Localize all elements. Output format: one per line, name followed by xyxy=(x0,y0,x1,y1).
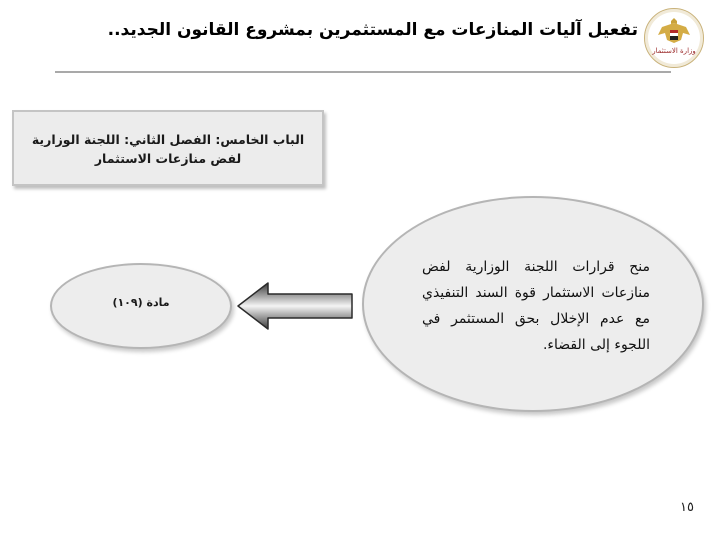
chapter-box: الباب الخامس: الفصل الثاني: اللجنة الوزارية لفض منازعات الاستثمار xyxy=(12,110,324,186)
decision-text: منح قرارات اللجنة الوزارية لفض منازعات الاستثمار قوة السند التنفيذي مع عدم الإخلال بحق المستثمر في اللجوء إلى القضاء. xyxy=(422,259,650,353)
ministry-logo xyxy=(644,8,704,68)
page-number: ١٥ xyxy=(680,500,694,515)
left-arrow-icon xyxy=(236,282,354,330)
ministry-logo-caption: وزارة الاستثمار xyxy=(652,47,696,55)
page-title: تفعيل آليات المنازعات مع المستثمرين بمشروع القانون الجديد.. xyxy=(107,20,638,40)
header-divider xyxy=(55,71,671,73)
article-label: مادة (١٠٩) xyxy=(112,296,170,309)
egypt-eagle-emblem-icon xyxy=(645,9,703,67)
